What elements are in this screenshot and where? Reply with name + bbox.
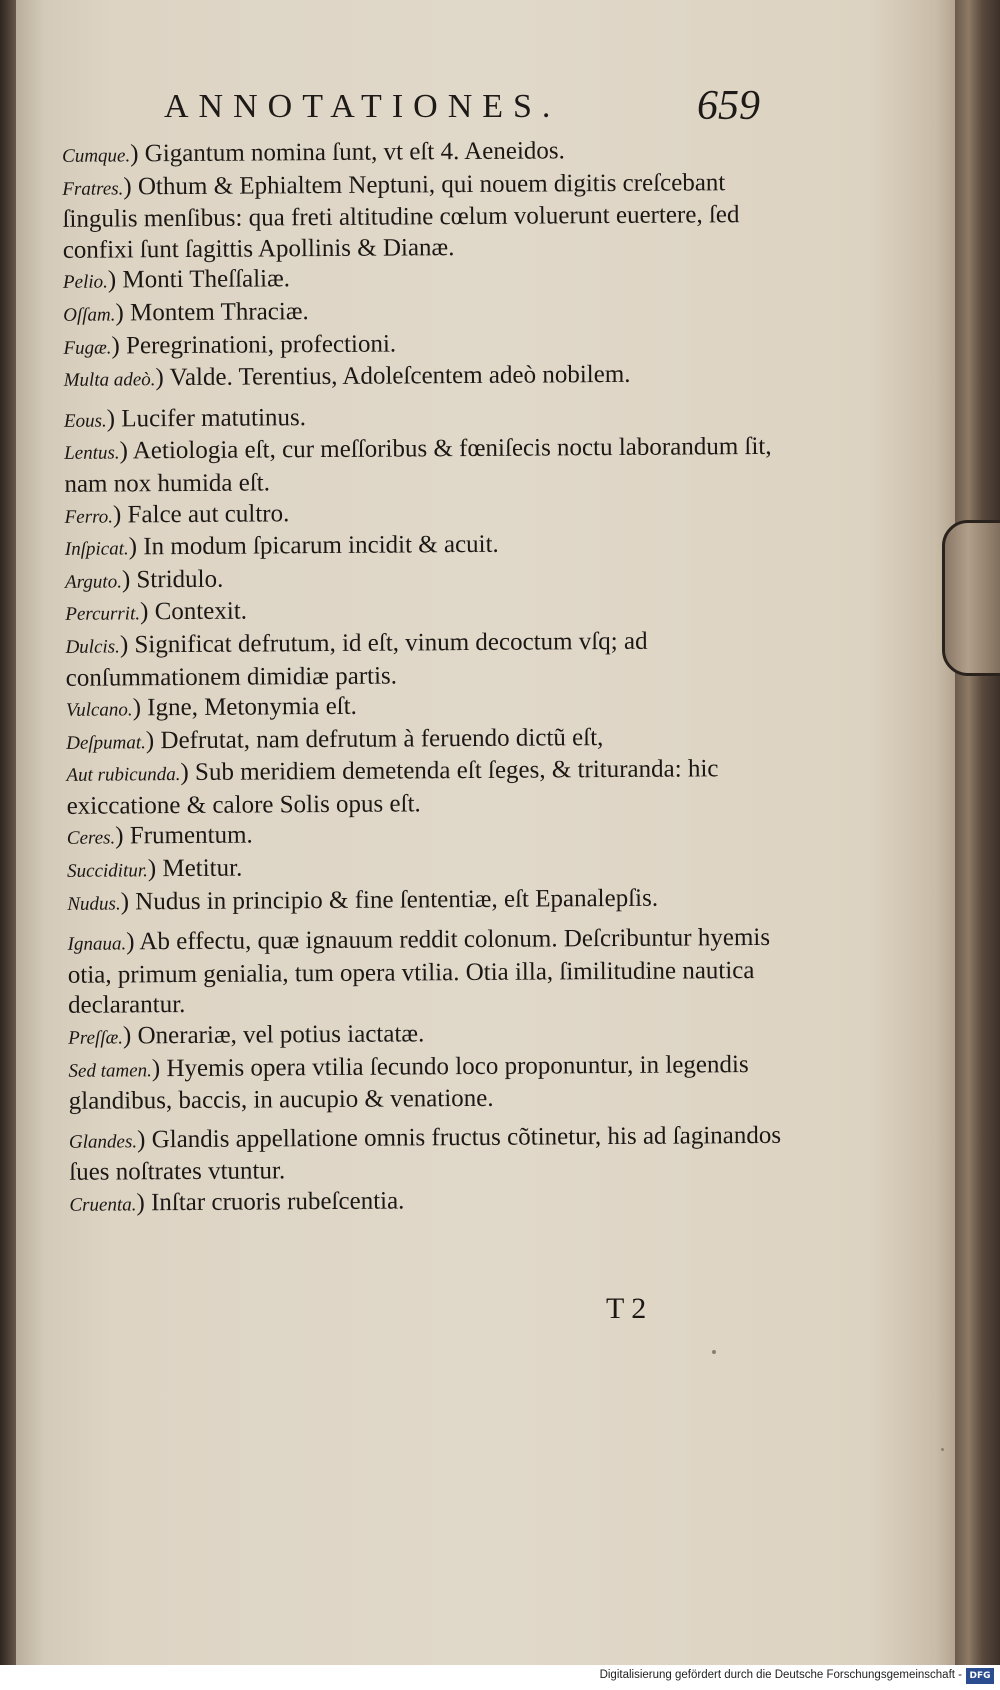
annotation-entry: Cruenta.) Inſtar cruoris rubeſcentia.	[69, 1187, 405, 1217]
paper-page	[16, 0, 964, 1665]
annotation-entry: Vulcano.) Igne, Metonymia eſt.	[65, 692, 357, 722]
annotation-text: Ab effectu, quæ ignauum reddit colonum. Deſcribuntur hyemis otia, primum genialia, tum opera vtilia. Otia illa, ſimilitudine nautica declarantur.	[67, 924, 771, 1020]
lemma: Multa adeò.	[63, 369, 156, 391]
annotation-entry: Preſſæ.) Onerariæ, vel potius iactatæ.	[68, 1020, 425, 1050]
lemma: Aut rubicunda.	[66, 764, 181, 787]
annotation-text: Nudus in principio & fine ſententiæ, eſt Epanalepſis.	[135, 884, 659, 915]
annotation-entry: Lentus.) Aetiologia eſt, cur meſſoribus & fœniſecis noctu laborandum ſit, nam nox humida eſt.	[64, 433, 772, 498]
annotation-text: Stridulo.	[136, 565, 224, 594]
annotation-text: Onerariæ, vel potius iactatæ.	[137, 1020, 425, 1050]
page-header	[164, 82, 784, 136]
paper-speck	[941, 1448, 944, 1451]
lemma: Lentus.	[64, 442, 120, 465]
lemma: Nudus.	[67, 893, 121, 915]
annotation-entry: Cumque.) Gigantum nomina ſunt, vt eſt 4. Aeneidos.	[62, 137, 565, 168]
annotation-text: Significat defrutum, id eſt, vinum decoctum vſq; ad conſummationem dimidiæ partis.	[65, 627, 648, 692]
footer-bar	[0, 1665, 1000, 1690]
lemma: Pelio.	[62, 271, 108, 294]
lemma: Inſpicat.	[64, 538, 129, 560]
lemma: Fugæ.	[63, 337, 112, 359]
annotation-text: Monti Theſſaliæ.	[122, 265, 291, 294]
signature-mark: T 2	[606, 1292, 647, 1325]
lemma: Glandes.	[68, 1131, 138, 1153]
annotation-entry: Inſpicat.) In modum ſpicarum incidit & acuit.	[64, 530, 499, 561]
annotation-text: Contexit.	[154, 597, 248, 626]
annotation-entry: Ceres.) Frumentum.	[66, 821, 253, 850]
book-fore-edge	[955, 0, 1000, 1665]
page-number: 659	[697, 83, 760, 129]
annotation-entry: Oſſam.) Montem Thraciæ.	[63, 298, 309, 327]
annotation-text: Montem Thraciæ.	[129, 298, 309, 327]
lemma: Percurrit.	[65, 603, 141, 626]
lemma: Ceres.	[66, 827, 116, 850]
lemma: Deſpumat.	[66, 731, 146, 754]
lemma: Arguto.	[65, 571, 122, 593]
annotation-entry: Dulcis.) Significat defrutum, id eſt, vinum decoctum vſq; ad conſummationem dimidiæ partis.	[65, 627, 648, 692]
lemma: Oſſam.	[63, 304, 116, 326]
lemma: Cruenta.	[69, 1194, 137, 1216]
annotation-text: Frumentum.	[129, 821, 253, 850]
lemma: Preſſæ.	[68, 1027, 124, 1049]
annotation-text: Valde. Terentius, Adoleſcentem adeò nobilem.	[169, 361, 631, 392]
annotation-text: Hyemis opera vtilia ſecundo loco proponuntur, in legendis glandibus, baccis, in aucupio & venatione.	[68, 1050, 749, 1116]
annotation-text: Metitur.	[162, 854, 243, 883]
annotation-text: Aetiologia eſt, cur meſſoribus & fœniſecis noctu laborandum ſit, nam nox humida eſt.	[64, 433, 772, 498]
annotation-entry: Eous.) Lucifer matutinus.	[63, 403, 307, 433]
dfg-logo-icon: DFG	[966, 1668, 994, 1684]
annotation-entry: Pelio.) Monti Theſſaliæ.	[62, 265, 291, 294]
funding-credit: Digitalisierung gefördert durch die Deutsche Forschungsgemeinschaft -	[599, 1669, 962, 1681]
annotation-text: Falce aut cultro.	[127, 499, 290, 528]
annotation-entry: Fugæ.) Peregrinationi, profectioni.	[63, 330, 397, 360]
lemma: Dulcis.	[65, 636, 120, 658]
annotation-text: Peregrinationi, profectioni.	[125, 330, 397, 359]
annotation-entry: Deſpumat.) Defrutat, nam defrutum à feruendo dictũ eſt,	[66, 723, 604, 754]
annotation-entry: Multa adeò.) Valde. Terentius, Adoleſcentem adeò nobilem.	[63, 361, 631, 392]
lemma: Ferro.	[64, 506, 114, 528]
annotation-text: Othum & Ephialtem Neptuni, qui nouem digitis creſcebant ſingulis menſibus: qua freti altitudine cœlum voluerunt euertere, ſed confixi ſunt ſagittis Apollinis & Dianæ.	[62, 168, 740, 264]
annotation-entry: Fratres.) Othum & Ephialtem Neptuni, qui nouem digitis creſcebant ſingulis menſibus: qua freti altitudine cœlum voluerunt euertere, ſed confixi ſunt ſagittis Apollinis & Dianæ.	[62, 168, 740, 264]
annotation-text: Defrutat, nam defrutum à feruendo dictũ eſt,	[160, 723, 604, 754]
annotation-entry: Ignaua.) Ab effectu, quæ ignauum reddit colonum. Deſcribuntur hyemis otia, primum genialia, tum opera vtilia. Otia illa, ſimilitudine nautica declarantur.	[67, 924, 771, 1020]
annotation-entry: Arguto.) Stridulo.	[65, 565, 224, 594]
annotation-entry: Nudus.) Nudus in principio & fine ſententiæ, eſt Epanalepſis.	[67, 884, 659, 916]
annotation-entry: Ferro.) Falce aut cultro.	[64, 499, 290, 529]
annotation-text: Igne, Metonymia eſt.	[147, 692, 357, 722]
lemma: Sed tamen.	[68, 1059, 152, 1082]
book-clasp	[942, 520, 1000, 676]
annotation-entry: Aut rubicunda.) Sub meridiem demetenda eſt ſeges, & trituranda: hic exiccatione & calore Solis opus eſt.	[66, 755, 719, 820]
annotation-entry: Sed tamen.) Hyemis opera vtilia ſecundo loco proponuntur, in legendis glandibus, baccis, in aucupio & venatione.	[68, 1050, 749, 1116]
running-title: ANNOTATIONES.	[164, 88, 561, 125]
lemma: Eous.	[63, 410, 107, 432]
lemma: Vulcano.	[65, 699, 133, 721]
annotation-list	[38, 135, 786, 1222]
lemma: Succiditur.	[67, 860, 148, 882]
annotation-text: Glandis appellatione omnis fructus cõtinetur, his ad ſaginandos ſues noſtrates vtuntur.	[69, 1121, 782, 1187]
annotation-entry: Glandes.) Glandis appellatione omnis fructus cõtinetur, his ad ſaginandos ſues noſtrates vtuntur.	[68, 1121, 782, 1187]
annotation-text: Lucifer matutinus.	[121, 403, 307, 433]
lemma: Fratres.	[62, 177, 124, 200]
paper-speck	[712, 1350, 716, 1354]
lemma: Cumque.	[62, 145, 131, 167]
annotation-text: Gigantum nomina ſunt, vt eſt 4. Aeneidos.	[144, 137, 565, 168]
annotation-entry: Percurrit.) Contexit.	[65, 597, 248, 626]
annotation-text: In modum ſpicarum incidit & acuit.	[143, 530, 499, 561]
lemma: Ignaua.	[67, 933, 127, 956]
annotation-text: Sub meridiem demetenda eſt ſeges, & trituranda: hic exiccatione & calore Solis opus eſt.	[66, 755, 719, 820]
annotation-entry: Succiditur.) Metitur.	[67, 854, 243, 883]
annotation-text: Inſtar cruoris rubeſcentia.	[150, 1187, 405, 1217]
